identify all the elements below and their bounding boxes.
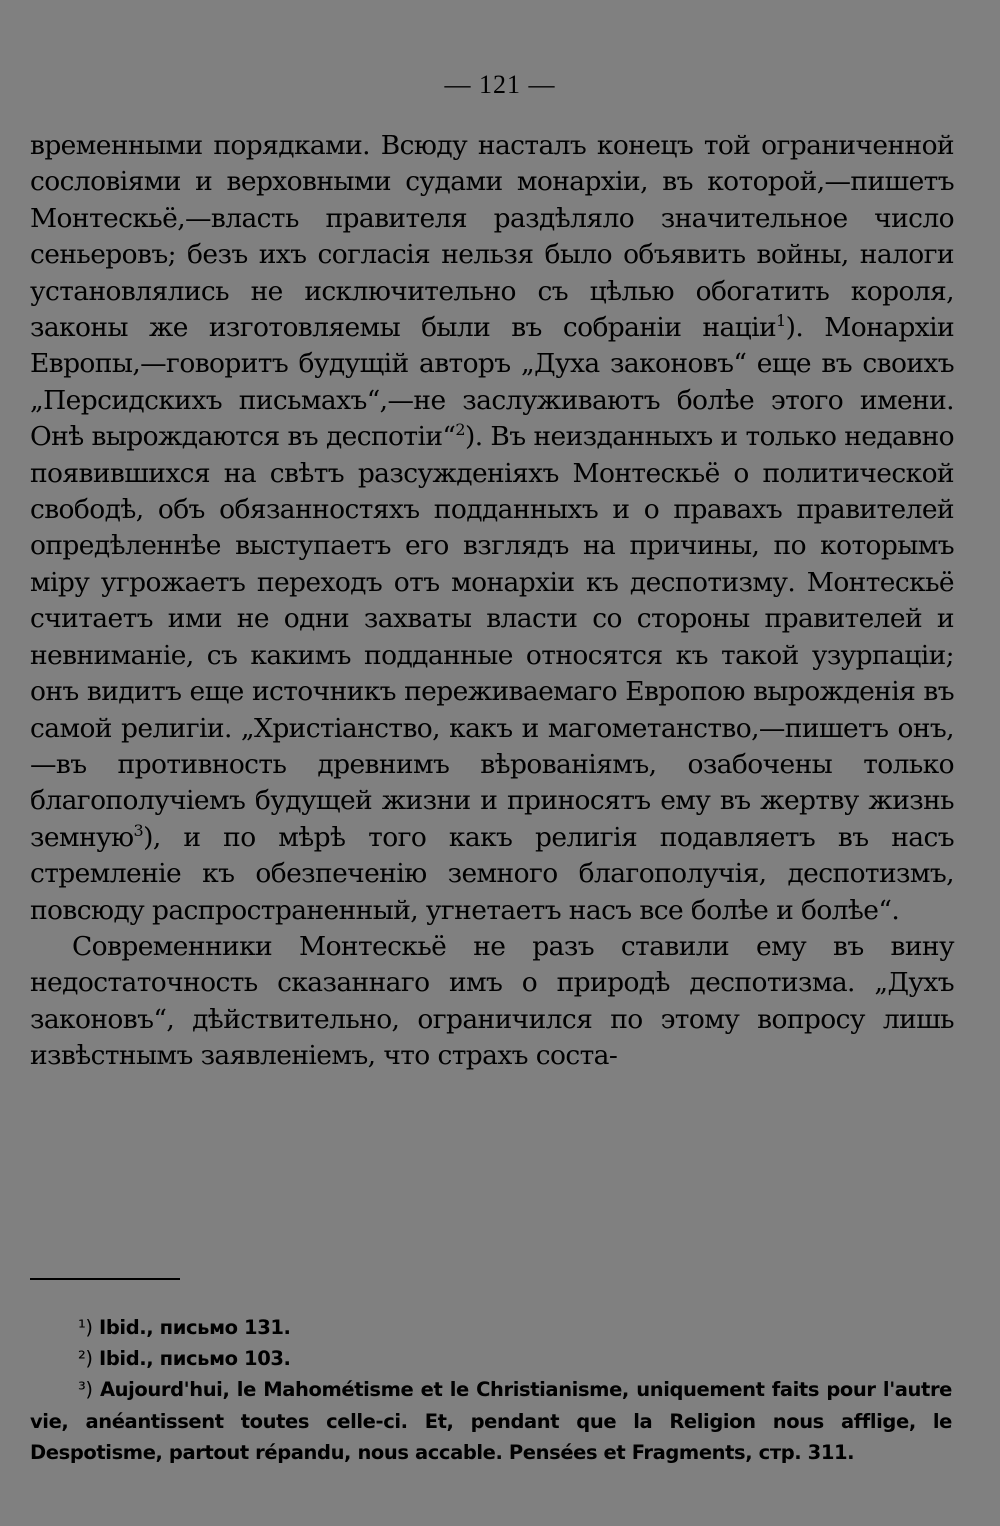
paragraph-1 <box>30 128 954 929</box>
footnote-mark: ³) <box>78 1378 93 1402</box>
page-number: — 121 — <box>444 70 556 99</box>
footnote-text: Ibid., письмо 131. <box>99 1316 291 1339</box>
footnote-2 <box>30 1343 952 1374</box>
footnote-mark: ¹) <box>78 1316 93 1339</box>
footnote-1 <box>30 1312 952 1343</box>
paragraph-1-part-b: ). Монархіи Европы,—говоритъ будущій авторъ „Духа законовъ“ еще въ своихъ „Персидскихъ письмахъ“,—не заслуживаютъ болѣе этого имени. Онѣ вырождаются въ деспотіи“ <box>30 312 955 453</box>
main-text <box>30 128 954 1075</box>
footnote-ref-3[interactable]: 3 <box>133 820 144 840</box>
footnote-mark: ²) <box>78 1347 93 1371</box>
footnote-3 <box>30 1374 952 1468</box>
footnote-text: Ibid., письмо 103. <box>99 1347 291 1371</box>
footnote-divider <box>30 1278 180 1280</box>
footnote-ref-2[interactable]: 2 <box>455 420 465 440</box>
footnote-text: Aujourd'hui, le Mahométisme et le Christianisme, uniquement faits pour l'autre vie, anéantissent toutes celle-ci. Et, pendant que la Religion nous afflige, le Despotisme, partout répandu, nous accable. Pensées et Fragments, стр. 311. <box>30 1378 952 1464</box>
paragraph-1-part-a: временными порядками. Всюду насталъ конецъ той ограниченной сословіями и верховными судами монархіи, въ которой,—пишетъ Монтескьё,—власть правителя раздѣляло значительное число сеньеровъ; безъ ихъ согласія нельзя было объявить войны, налоги установлялись не исключительно съ цѣлью обогатить короля, законы же изготовляемы были въ собраніи націи <box>30 130 954 344</box>
paragraph-1-part-c: ). Въ неизданныхъ и только недавно появившихся на свѣтъ разсужденіяхъ Монтескьё о политической свободѣ, объ обязанностяхъ подданныхъ и о правахъ правителей опредѣленнѣе выступаетъ его взглядъ на причины, по которымъ міру угрожаетъ переходъ отъ монархіи къ деспотизму. Монтескьё считаетъ ими не одни захваты власти со стороны правителей и невниманіе, съ какимъ подданные относятся къ такой узурпаціи; онъ видитъ еще источникъ переживаемаго Европою вырожденія въ самой религіи. „Христіанство, какъ и магометанство,—пишетъ онъ,—въ противность древнимъ вѣрованіямъ, озабочены только благополучіемъ будущей жизни и приносятъ ему въ жертву жизнь земную <box>30 421 954 853</box>
paragraph-1-part-d: ), и по мѣрѣ того какъ религія подавляетъ въ насъ стремленіе къ обезпеченію земного благополучія, деспотизмъ, повсюду распространенный, угнетаетъ насъ все болѣе и болѣе“. <box>30 821 954 926</box>
footnotes <box>30 1312 952 1468</box>
paragraph-2: Современники Монтескьё не разъ ставили ему въ вину недостаточность сказаннаго имъ о природѣ деспотизма. „Духъ законовъ“, дѣйствительно, ограничился по этому вопросу лишь извѣстнымъ заявленіемъ, что страхъ соста- <box>30 930 954 1072</box>
footnote-ref-1[interactable]: 1 <box>776 311 786 331</box>
